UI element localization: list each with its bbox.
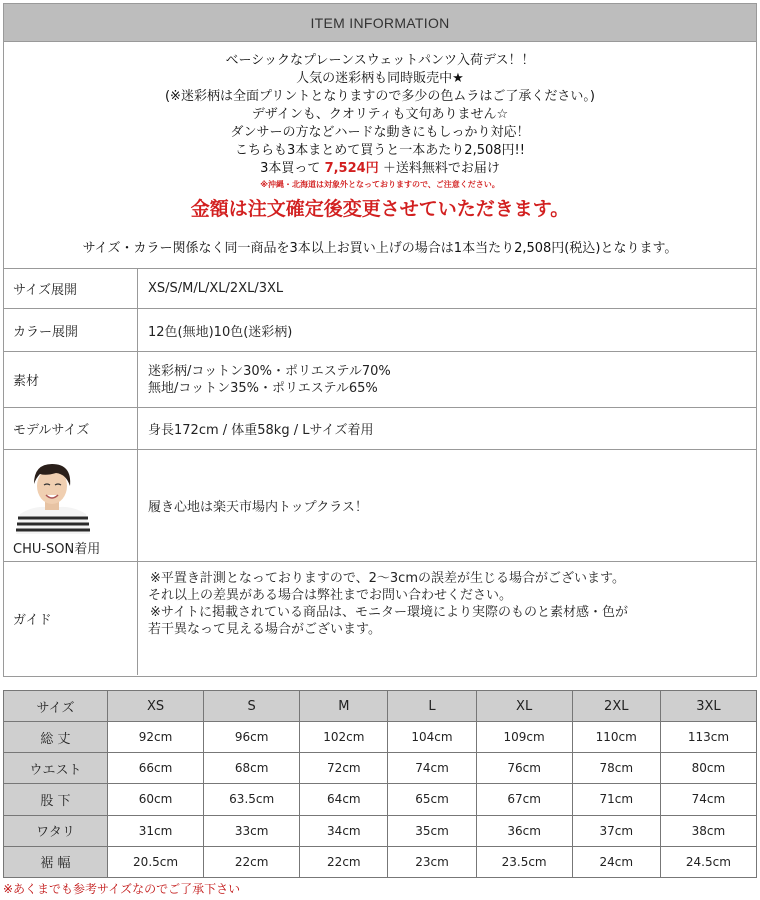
color-range-row (4, 309, 756, 352)
material-value (138, 352, 756, 407)
table-cell: 96cm (204, 722, 300, 753)
table-cell: 35cm (388, 815, 476, 846)
size-chart-table (3, 690, 757, 878)
table-cell: 92cm (108, 722, 204, 753)
shipping-exclusion-note: ※沖縄・北海道は対象外となっておりますので、ご注意ください。 (260, 180, 500, 189)
size-header-cell: S (204, 691, 300, 722)
table-cell: 60cm (108, 784, 204, 815)
size-header-cell: M (300, 691, 388, 722)
model-size-value: 身長172cm / 体重58kg / Lサイズ着用 (148, 423, 374, 438)
wearer-row (4, 450, 756, 562)
color-range-value: 12色(無地)10色(迷彩柄) (148, 324, 293, 340)
table-row (4, 846, 757, 877)
table-cell: 38cm (660, 815, 756, 846)
table-cell: 36cm (476, 815, 572, 846)
table-cell: 76cm (476, 753, 572, 784)
table-row (4, 722, 757, 753)
table-row (4, 815, 757, 846)
table-cell: 74cm (660, 784, 756, 815)
table-row (4, 753, 757, 784)
table-cell: 109cm (476, 722, 572, 753)
intro-line-7 (4, 160, 756, 178)
table-cell: 22cm (204, 846, 300, 877)
size-reference-footnote: ※あくまでも参考サイズなのでご了承下さい (3, 882, 241, 896)
table-cell: 102cm (300, 722, 388, 753)
size-header-cell: 2XL (572, 691, 660, 722)
item-information-header: ITEM INFORMATION (4, 4, 756, 42)
table-cell: 23cm (388, 846, 476, 877)
intro-line-6: こちらも3本まとめて買うと一本あたり2,508円!! (235, 143, 525, 158)
table-cell: 63.5cm (204, 784, 300, 815)
wearer-photo-cell (4, 450, 138, 561)
price-change-notice: 金額は注文確定後変更させていただきます。 (190, 198, 570, 220)
table-cell: 22cm (300, 846, 388, 877)
intro-line-2: 人気の迷彩柄も同時販売中★ (296, 71, 464, 86)
model-photo-icon (12, 458, 92, 534)
material-camo: 迷彩柄/コットン30%・ポリエステル70% (148, 363, 391, 379)
wearer-caption: CHU-SON着用 (13, 542, 101, 557)
model-size-row (4, 408, 756, 450)
table-cell: 23.5cm (476, 846, 572, 877)
table-cell: 65cm (388, 784, 476, 815)
intro-line-4: デザインも、クオリティも文句ありません☆ (251, 107, 509, 122)
guide-row (4, 562, 756, 675)
intro-line-1: ベーシックなプレーンスウェットパンツ入荷デス！！ (225, 53, 535, 68)
size-range-row (4, 269, 756, 309)
row-header-cell: ウエスト (4, 753, 108, 784)
row-header-cell: 総 丈 (4, 722, 108, 753)
table-cell: 34cm (300, 815, 388, 846)
bundle-price: 7,524円 (324, 161, 379, 176)
guide-line-2: それ以上の差異がある場合は弊社までお問い合わせください。 (148, 588, 513, 603)
table-cell: 72cm (300, 753, 388, 784)
table-cell: 24cm (572, 846, 660, 877)
wearer-comment: 履き心地は楽天市場内トップクラス！ (148, 500, 368, 515)
table-cell: 113cm (660, 722, 756, 753)
size-range-label: サイズ展開 (4, 269, 138, 308)
table-cell: 24.5cm (660, 846, 756, 877)
table-cell: 67cm (476, 784, 572, 815)
row-header-cell: 股 下 (4, 784, 108, 815)
table-cell: 64cm (300, 784, 388, 815)
material-plain: 無地/コットン35%・ポリエステル65% (148, 380, 378, 396)
table-cell: 78cm (572, 753, 660, 784)
table-cell: 68cm (204, 753, 300, 784)
intro-line-5: ダンサーの方などハードな動きにもしっかり対応！ (230, 125, 530, 140)
bulk-price-note: サイズ・カラー関係なく同一商品を3本以上お買い上げの場合は1本当たり2,508円(税込)となります。 (82, 241, 678, 256)
table-row (4, 784, 757, 815)
table-cell: 20.5cm (108, 846, 204, 877)
table-cell: 66cm (108, 753, 204, 784)
guide-text (138, 562, 756, 675)
guide-line-4: 若干異なって見える場合がございます。 (148, 622, 381, 637)
size-header-cell: 3XL (660, 691, 756, 722)
guide-line-1: ※平置き計測となっておりますので、2〜3cmの誤差が生じる場合がございます。 (150, 571, 625, 586)
guide-label: ガイド (4, 562, 138, 675)
table-cell: 74cm (388, 753, 476, 784)
table-cell: 80cm (660, 753, 756, 784)
row-header-cell: ワタリ (4, 815, 108, 846)
row-header-cell: 裾 幅 (4, 846, 108, 877)
guide-line-3: ※サイトに掲載されている商品は、モニター環境により実際のものと素材感・色が (150, 605, 628, 620)
size-range-value: XS/S/M/L/XL/2XL/3XL (148, 281, 284, 296)
size-header-cell: XS (108, 691, 204, 722)
avatar (12, 458, 92, 534)
size-chart-header-row (4, 691, 757, 722)
size-header-cell: L (388, 691, 476, 722)
table-cell: 104cm (388, 722, 476, 753)
color-range-label: カラー展開 (4, 309, 138, 351)
item-information-table (3, 3, 757, 677)
material-row (4, 352, 756, 408)
bundle-pre-text: 3本買って (260, 161, 321, 176)
model-size-label: モデルサイズ (4, 408, 138, 449)
table-cell: 33cm (204, 815, 300, 846)
table-cell: 31cm (108, 815, 204, 846)
size-header-cell: サイズ (4, 691, 108, 722)
material-label: 素材 (4, 352, 138, 407)
table-cell: 110cm (572, 722, 660, 753)
table-cell: 37cm (572, 815, 660, 846)
product-intro (4, 42, 756, 269)
size-header-cell: XL (476, 691, 572, 722)
table-cell: 71cm (572, 784, 660, 815)
intro-line-3: (※迷彩柄は全面プリントとなりますので多少の色ムラはご了承ください。) (164, 89, 596, 104)
bundle-post-text: ＋送料無料でお届け (382, 161, 500, 176)
